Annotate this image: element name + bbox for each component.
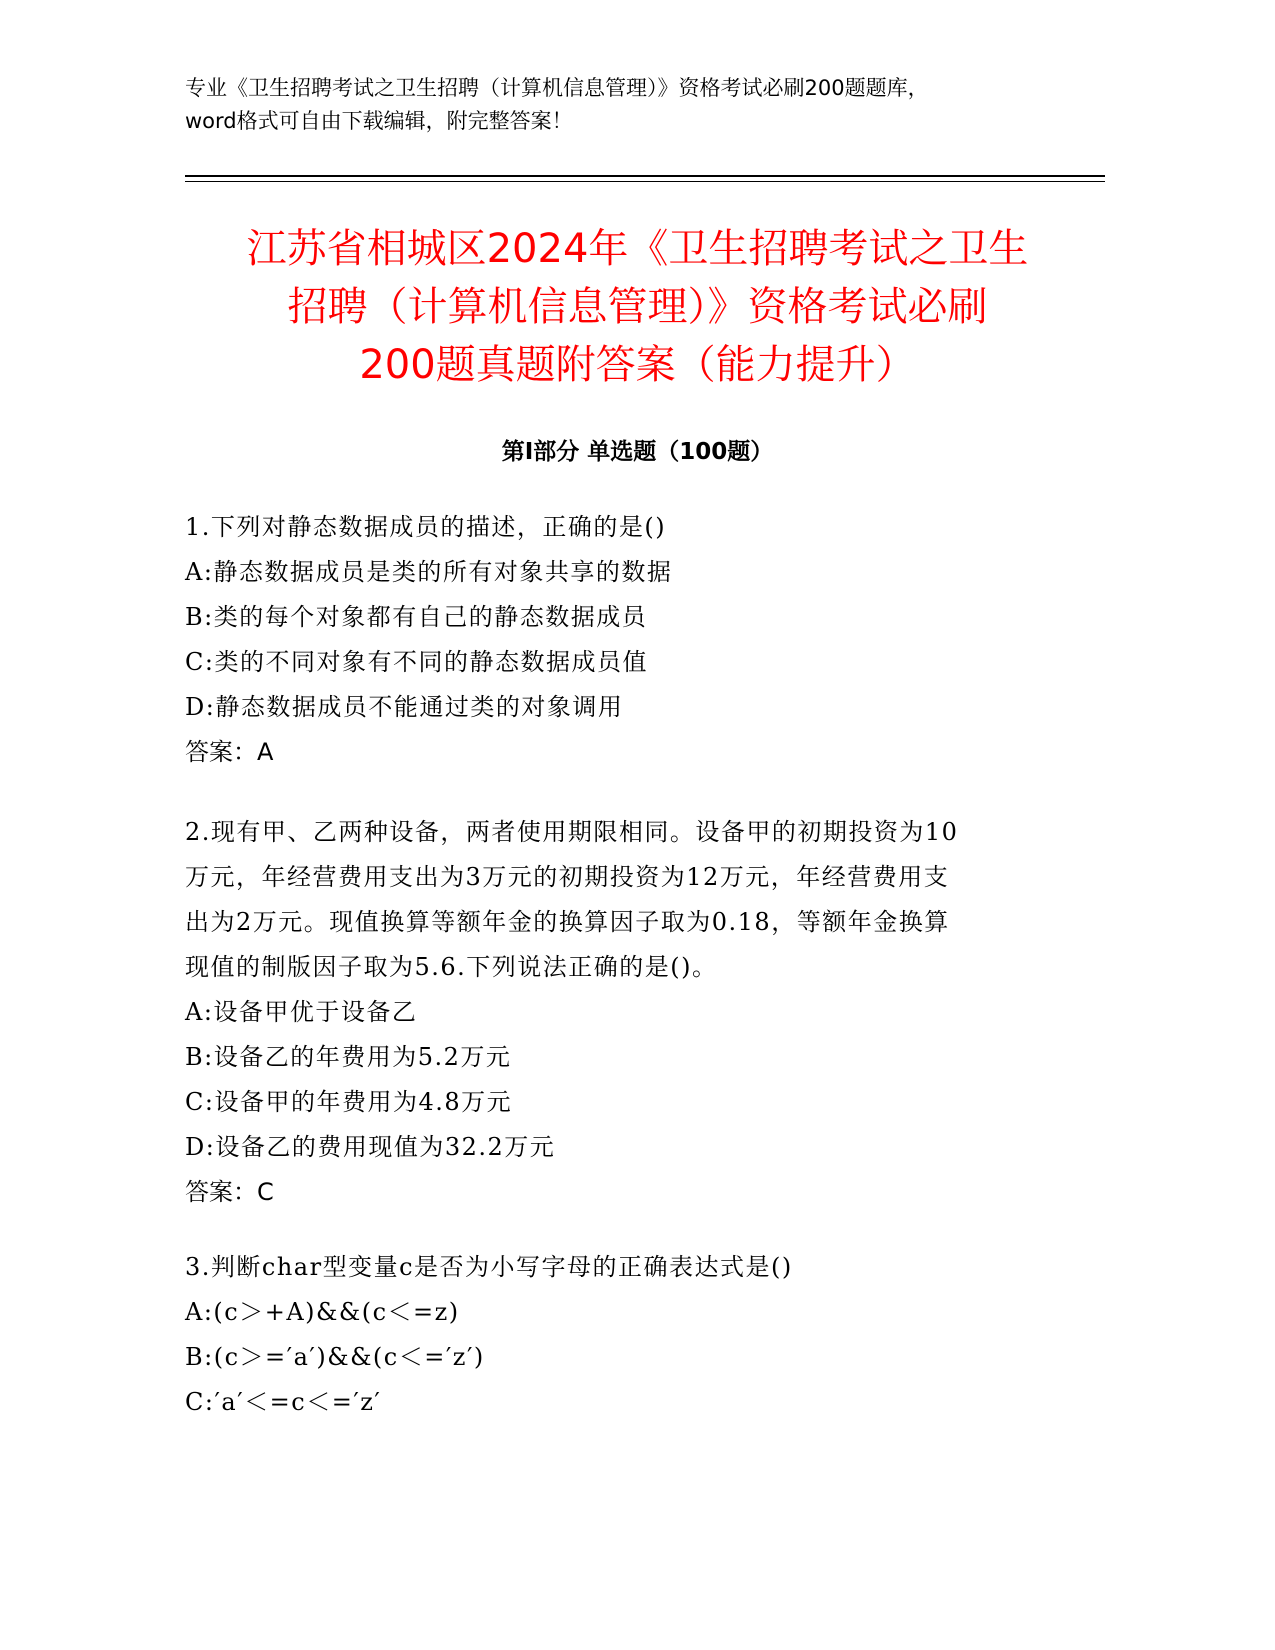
document-title — [140, 220, 1135, 394]
question-stem-line-3: 出为2万元。现值换算等额年金的换算因子取为0.18，等额年金换算 — [185, 908, 950, 936]
option-a: A:(c＞+A)&&(c＜=z) — [185, 1298, 460, 1326]
option-a: A:静态数据成员是类的所有对象共享的数据 — [185, 558, 673, 586]
question-stem: 3.判断char型变量c是否为小写字母的正确表达式是() — [185, 1253, 793, 1281]
question-1 — [185, 505, 1055, 775]
question-3 — [185, 1245, 1055, 1425]
title-line-2: 招聘（计算机信息管理）》资格考试必刷 — [287, 284, 988, 330]
title-line-3: 200题真题附答案（能力提升） — [359, 342, 916, 388]
header-divider-thick — [185, 175, 1105, 177]
option-c: C:′a′＜=c＜=′z′ — [185, 1388, 382, 1416]
answer: 答案：C — [185, 1178, 274, 1206]
option-d: D:设备乙的费用现值为32.2万元 — [185, 1133, 556, 1161]
option-c: C:类的不同对象有不同的静态数据成员值 — [185, 648, 648, 676]
option-a: A:设备甲优于设备乙 — [185, 998, 418, 1026]
header-line-1: 专业《卫生招聘考试之卫生招聘（计算机信息管理）》资格考试必刷200题题库， — [185, 76, 929, 100]
option-b: B:设备乙的年费用为5.2万元 — [185, 1043, 512, 1071]
option-c: C:设备甲的年费用为4.8万元 — [185, 1088, 513, 1116]
section-title: 第Ⅰ部分 单选题（100题） — [501, 439, 774, 465]
option-b: B:类的每个对象都有自己的静态数据成员 — [185, 603, 648, 631]
option-b: B:(c＞=′a′)&&(c＜=′z′) — [185, 1343, 485, 1371]
question-stem-line-2: 万元，年经营费用支出为3万元的初期投资为12万元，年经营费用支 — [185, 863, 950, 891]
header-divider-thin — [185, 181, 1105, 182]
question-2 — [185, 810, 1055, 1215]
question-stem-line-1: 2.现有甲、乙两种设备，两者使用期限相同。设备甲的初期投资为10 — [185, 818, 959, 846]
question-stem-line-4: 现值的制版因子取为5.6.下列说法正确的是()。 — [185, 953, 718, 981]
header-line-2: word格式可自由下载编辑，附完整答案！ — [185, 109, 573, 133]
option-d: D:静态数据成员不能通过类的对象调用 — [185, 693, 624, 721]
title-line-1: 江苏省相城区2024年《卫生招聘考试之卫生 — [246, 226, 1029, 272]
answer: 答案：A — [185, 738, 274, 766]
page-header — [185, 72, 1105, 138]
question-stem: 1.下列对静态数据成员的描述，正确的是() — [185, 513, 667, 541]
